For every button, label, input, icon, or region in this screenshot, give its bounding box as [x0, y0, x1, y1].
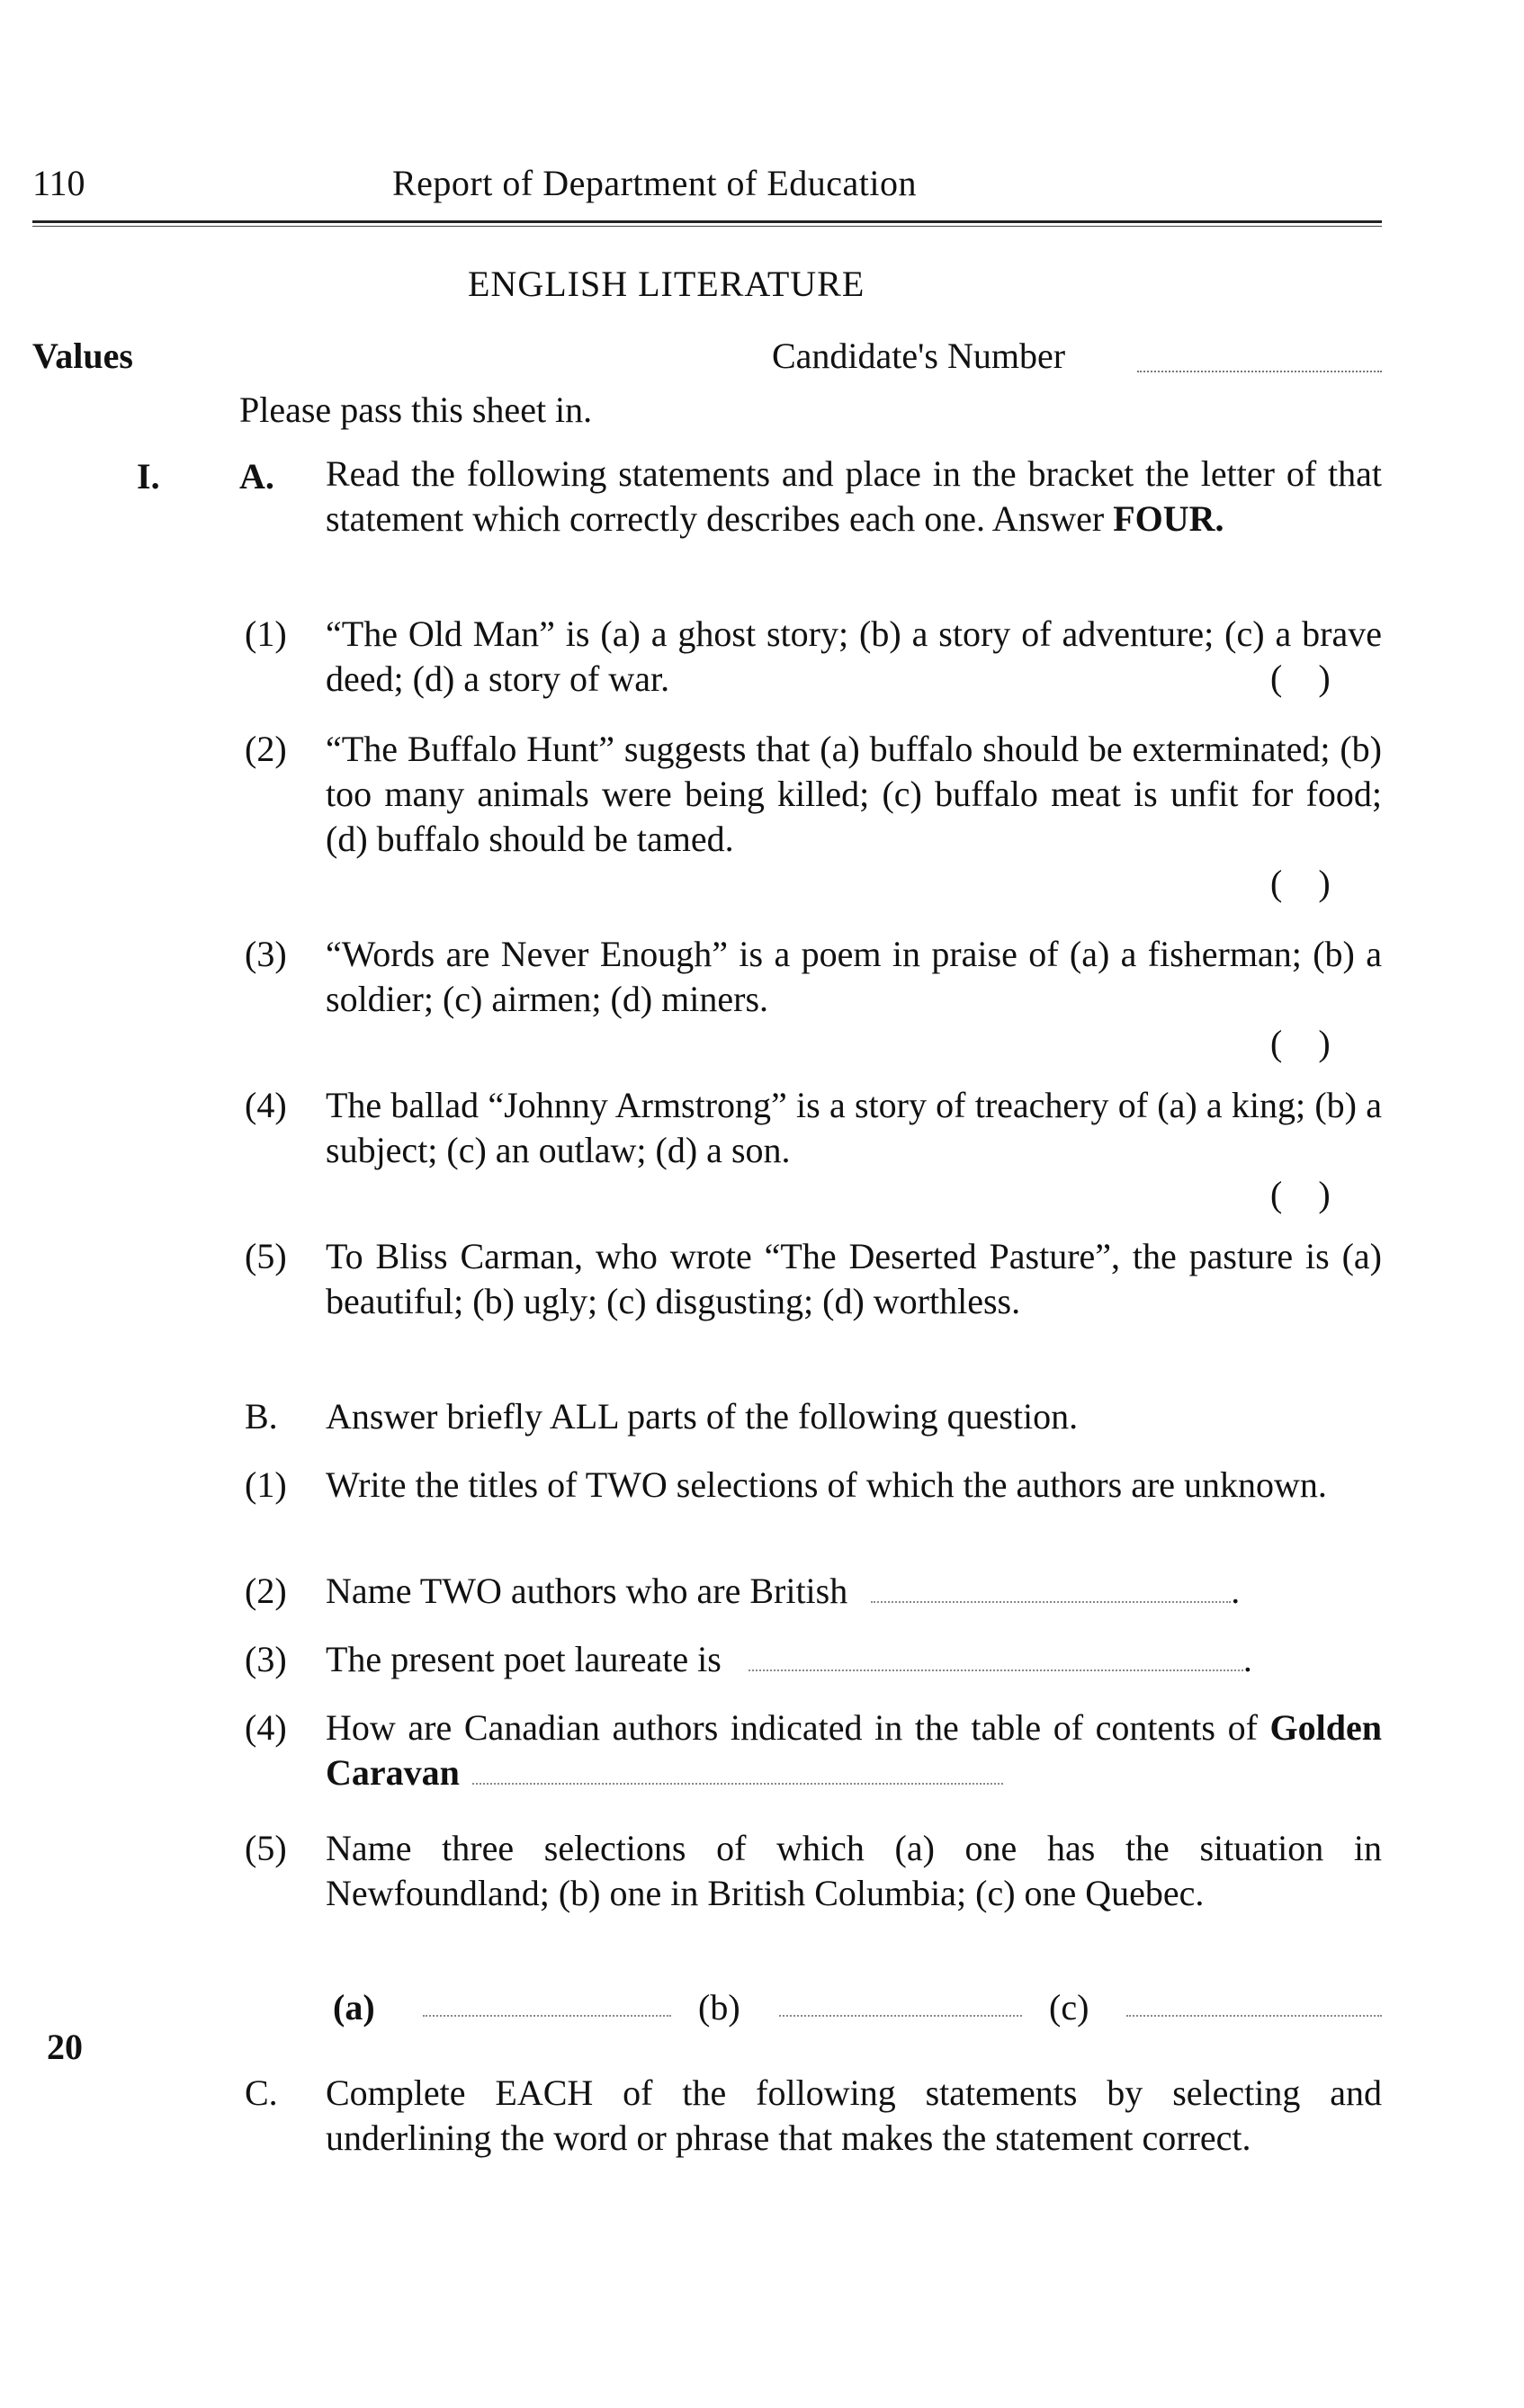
part-a-item-4 [326, 1083, 1382, 1173]
part-a-item-3 [326, 932, 1382, 1022]
item-number: (1) [245, 1464, 287, 1505]
item-text: Write the titles of TWO selections of which the authors are unknown. [326, 1464, 1327, 1505]
item-text: The present poet laureate is [326, 1639, 722, 1679]
answer-bracket[interactable]: ( ) [1270, 658, 1331, 698]
part-b-intro: Answer briefly ALL parts of the following question. [326, 1396, 1079, 1437]
item-number: (2) [245, 1571, 287, 1611]
item-text: “The Old Man” is (a) a ghost story; (b) a story of adventure; (c) a brave deed; (d) a story of war. [326, 613, 1382, 699]
item-text: To Bliss Carman, who wrote “The Deserted Pasture”, the pasture is (a) beautiful; (b) ugly; (c) disgusting; (d) worthless. [326, 1236, 1382, 1321]
answer-bracket[interactable]: ( ) [1270, 863, 1331, 903]
part-a-intro [326, 452, 1382, 542]
item-number: (4) [245, 1085, 287, 1125]
answer-line-c[interactable] [1126, 2015, 1382, 2017]
part-b-item-2 [326, 1569, 1240, 1614]
part-a-label: A. [239, 456, 274, 497]
answer-line[interactable] [749, 1669, 1243, 1671]
instruction-pass-sheet: Please pass this sheet in. [239, 389, 593, 430]
header-rule [32, 220, 1382, 223]
value-mark: 20 [47, 2027, 83, 2067]
answer-bracket[interactable]: ( ) [1270, 1174, 1331, 1214]
part-a-item-2 [326, 727, 1382, 862]
part-c-label: C. [245, 2072, 278, 2113]
item-number: (3) [245, 1639, 287, 1679]
item-text: The ballad “Johnny Armstrong” is a story of treachery of (a) a king; (b) a subject; (c) an outlaw; (d) a son. [326, 1085, 1382, 1170]
answer-label-b: (b) [698, 1987, 740, 2028]
part-a-intro-bold: FOUR. [1113, 498, 1224, 539]
answer-label-a: (a) [333, 1987, 375, 2028]
item-text: Name TWO authors who are British [326, 1571, 848, 1611]
item-text: Name three selections of which (a) one has the situation in Newfoundland; (b) one in British Columbia; (c) one Quebec. [326, 1828, 1382, 1913]
item-number: (5) [245, 1828, 287, 1868]
item-number: (1) [245, 613, 287, 654]
answer-line[interactable] [472, 1782, 1003, 1785]
part-b-label: B. [245, 1396, 278, 1437]
part-a-item-5 [326, 1234, 1382, 1324]
answer-line-b[interactable] [779, 2015, 1022, 2017]
item-number: (3) [245, 934, 287, 974]
part-a-item-1 [326, 612, 1382, 702]
part-c-intro: Complete EACH of the following statements by selecting and underlining the word or phrase that makes the statement correct. [326, 2072, 1382, 2158]
item-number: (5) [245, 1236, 287, 1276]
running-title: Report of Department of Education [392, 163, 917, 203]
page-number: 110 [32, 163, 85, 203]
part-b-item-1 [326, 1463, 1382, 1508]
item-text: “Words are Never Enough” is a poem in praise of (a) a fisherman; (b) a soldier; (c) airmen; (d) miners. [326, 934, 1382, 1019]
item-end-period: . [1242, 1639, 1252, 1679]
item-text: “The Buffalo Hunt” suggests that (a) buffalo should be exterminated; (b) too many animals were being killed; (c) buffalo meat is unfit for food; (d) buffalo should be tamed. [326, 729, 1382, 859]
answer-bracket[interactable]: ( ) [1270, 1023, 1331, 1063]
part-a-intro-text: Read the following statements and place in the bracket the letter of that statement which correctly describes each one. Answer [326, 453, 1382, 539]
header-rule-thin [32, 226, 1382, 227]
values-label: Values [32, 336, 133, 376]
answer-label-c: (c) [1049, 1987, 1089, 2028]
section-title: ENGLISH LITERATURE [468, 264, 865, 304]
item-text: How are Canadian authors indicated in the table of contents of [326, 1707, 1270, 1748]
answer-line[interactable] [871, 1600, 1231, 1603]
question-number: I. [137, 456, 160, 497]
part-b-item-3 [326, 1637, 1252, 1682]
answer-line-a[interactable] [423, 2015, 671, 2017]
part-b-item-4 [326, 1705, 1382, 1795]
book-title: Golden Caravan [326, 1707, 1382, 1793]
part-b-item-5 [326, 1826, 1382, 1916]
candidate-number-field[interactable] [1137, 371, 1382, 372]
item-number: (4) [245, 1707, 287, 1748]
candidate-number-label: Candidate's Number [772, 336, 1066, 376]
item-end-period: . [1231, 1571, 1241, 1611]
item-number: (2) [245, 729, 287, 769]
